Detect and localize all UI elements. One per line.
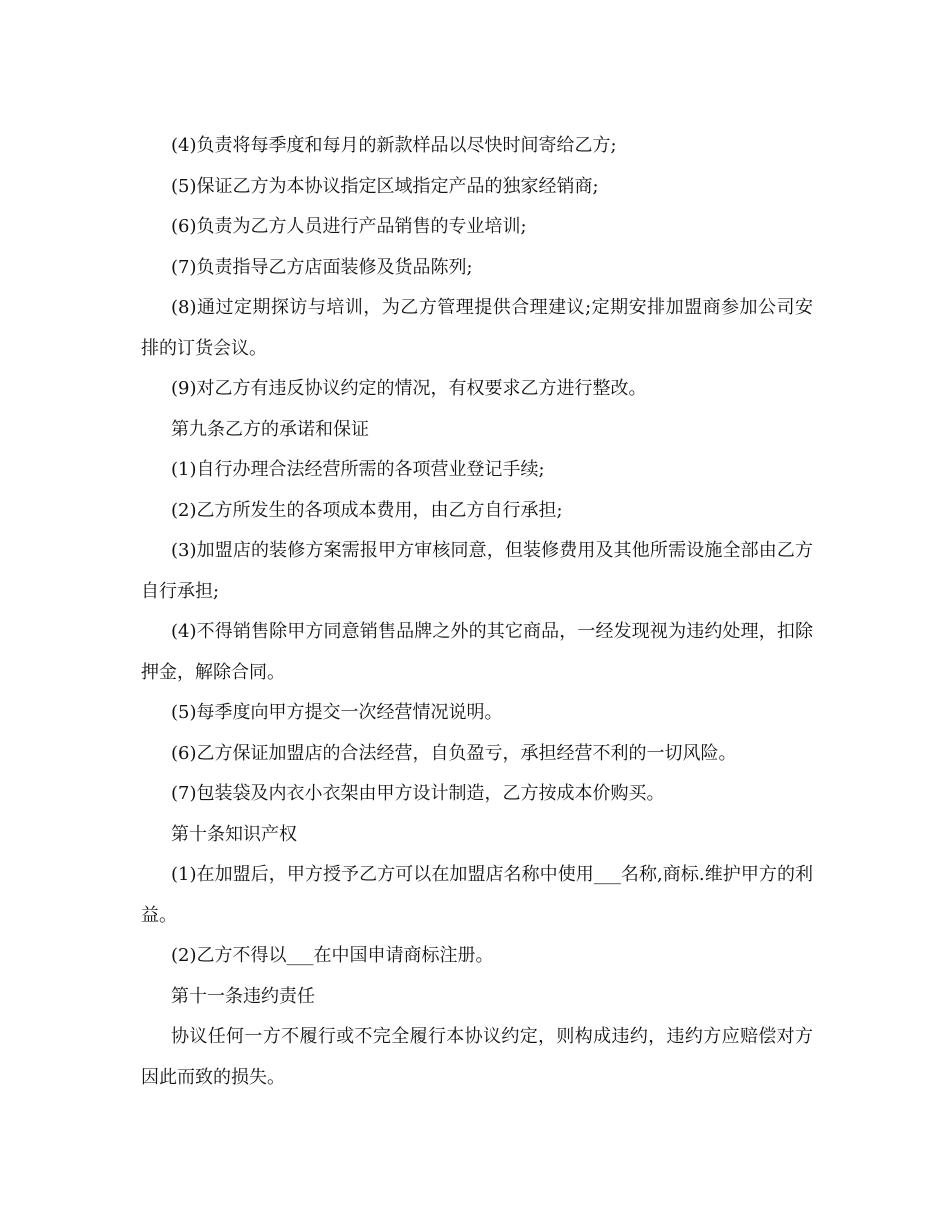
clause-9-heading: 第九条乙方的承诺和保证 [171, 418, 369, 440]
clause-8-item-9: (9)对乙方有违反协议约定的情况，有权要求乙方进行整改。 [171, 378, 647, 399]
clause-11-heading: 第十一条违约责任 [171, 985, 315, 1007]
clause-8-item-4: (4)负责将每季度和每月的新款样品以尽快时间寄给乙方; [171, 135, 617, 156]
document-body [141, 126, 813, 1098]
clause-9-item-2: (2)乙方所发生的各项成本费用，由乙方自行承担; [171, 499, 563, 521]
clause-8-item-5: (5)保证乙方为本协议指定区域指定产品的独家经销商; [171, 175, 599, 197]
clause-8-item-8: (8)通过定期探访与培训，为乙方管理提供合理建议;定期安排加盟商参加公司安排的订货会议。 [141, 297, 813, 359]
clause-10-item-1: (1)在加盟后，甲方授予乙方可以在加盟店名称中使用___名称,商标.维护甲方的利益。 [141, 864, 813, 926]
clause-11-body: 协议任何一方不履行或不完全履行本协议约定，则构成违约，违约方应赔偿对方因此而致的损失。 [141, 1026, 813, 1088]
clause-9-item-7: (7)包装袋及内衣小衣架由甲方设计制造，乙方按成本价购买。 [171, 783, 665, 804]
clause-8-item-7: (7)负责指导乙方店面装修及货品陈列; [171, 256, 473, 278]
clause-9-item-4: (4)不得销售除甲方同意销售品牌之外的其它商品，一经发现视为违约处理，扣除押金，解除合同。 [141, 621, 813, 683]
clause-8-item-6: (6)负责为乙方人员进行产品销售的专业培训; [171, 216, 527, 237]
clause-9-item-6: (6)乙方保证加盟店的合法经营，自负盈亏，承担经营不利的一切风险。 [171, 742, 737, 764]
clause-10-heading: 第十条知识产权 [171, 823, 297, 845]
clause-9-item-1: (1)自行办理合法经营所需的各项营业登记手续; [171, 459, 545, 480]
clause-9-item-5: (5)每季度向甲方提交一次经营情况说明。 [171, 702, 503, 723]
clause-10-item-2: (2)乙方不得以___在中国申请商标注册。 [171, 945, 494, 966]
clause-9-item-3: (3)加盟店的装修方案需报甲方审核同意，但装修费用及其他所需设施全部由乙方自行承担; [141, 540, 813, 602]
